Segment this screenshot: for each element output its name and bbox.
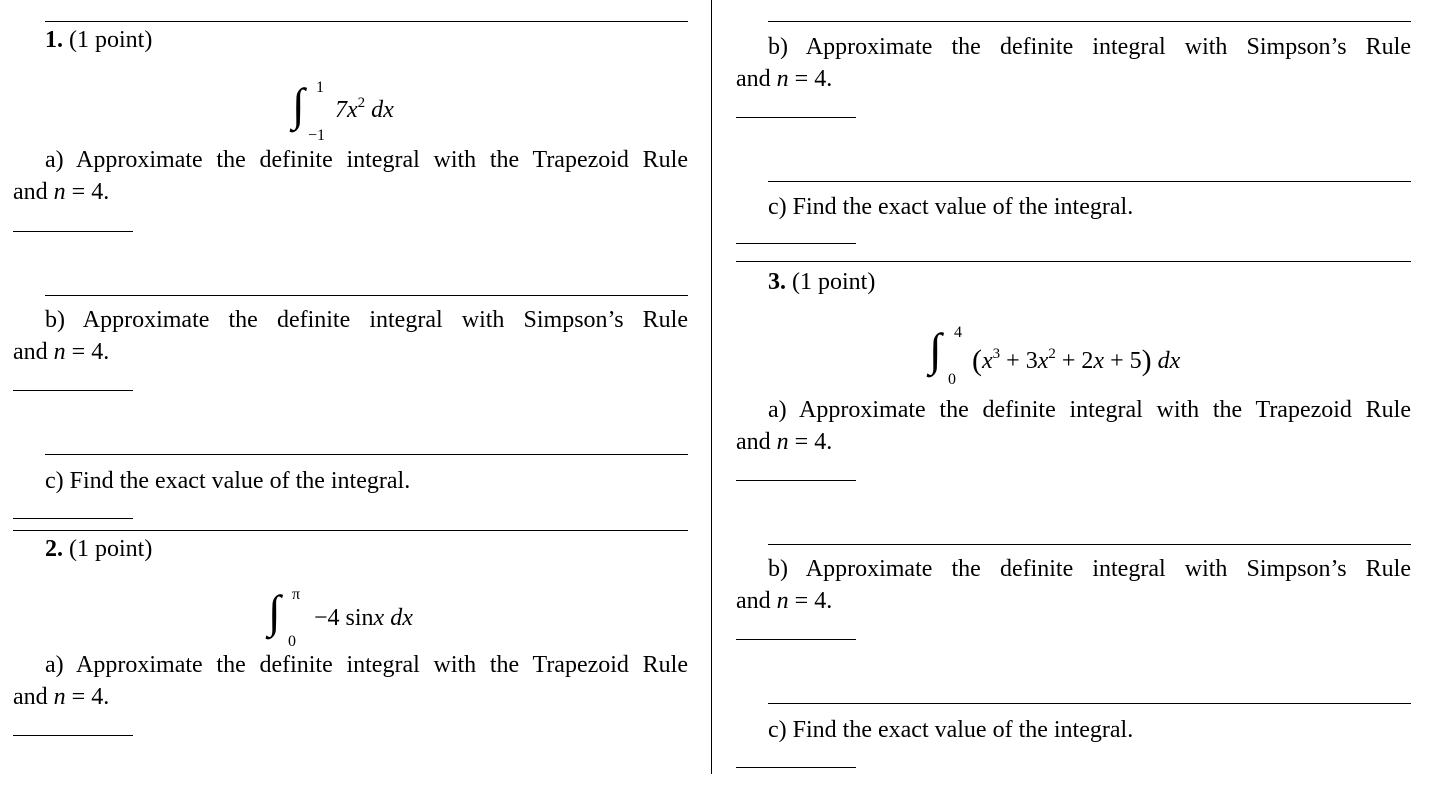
part-separator [768,21,1411,22]
answer-blank-3c[interactable] [736,767,856,768]
problem-2-part-a: a) Approximate the definite integral with the Trapezoid Rule and n = 4. [13,652,688,710]
lower-limit: 0 [288,633,296,650]
answer-blank-1a[interactable] [13,231,133,232]
integrand: $(x^3 + 3x^2 + 2x + 5)$ dx [972,344,1181,377]
integral-sign-icon: ∫ [268,586,281,637]
answer-blank-1c[interactable] [13,518,133,519]
problem-3-part-c: c) Find the exact value of the integral. [768,717,1134,743]
answer-blank-2c[interactable] [736,243,856,244]
problem-3-part-b: b) Approximate the definite integral with Simpson’s Rule and n = 4. [736,556,1411,614]
problem-number: 3. [768,269,786,295]
answer-blank-2b[interactable] [736,117,856,118]
problem-3-part-a: a) Approximate the definite integral with the Trapezoid Rule and n = 4. [736,397,1411,455]
problem-1-header [45,28,152,52]
upper-limit: π [292,586,301,603]
problem-separator [45,21,688,22]
part-separator [45,454,688,455]
left-column [0,0,710,788]
problem-3-header [768,270,875,294]
part-separator [768,544,1411,545]
right-column [714,0,1432,788]
answer-blank-1b[interactable] [13,390,133,391]
lower-limit: −1 [308,127,326,144]
problem-number: 2. [45,536,63,562]
part-separator [768,703,1411,704]
upper-limit: 1 [316,79,324,96]
problem-number: 1. [45,27,63,53]
integral-sign-icon: ∫ [929,324,942,375]
problem-1-part-c: c) Find the exact value of the integral. [45,468,411,494]
part-separator [45,295,688,296]
lower-limit: 0 [948,371,956,388]
problem-2-part-b: b) Approximate the definite integral with Simpson’s Rule and n = 4. [736,34,1411,92]
problem-separator [736,261,1411,262]
problem-points: (1 point) [792,269,876,295]
problem-1-part-b: b) Approximate the definite integral with Simpson’s Rule and n = 4. [13,307,688,365]
integrand: $7x^2$ dx [335,95,394,123]
problem-2-part-c: c) Find the exact value of the integral. [768,194,1134,220]
integral-sign-icon: ∫ [292,79,305,130]
column-divider [711,0,712,774]
integrand: −4 sinx dx [314,605,413,631]
problem-2-header [45,537,152,561]
answer-blank-2a[interactable] [13,735,133,736]
problem-separator [13,530,688,531]
problem-1-part-a: a) Approximate the definite integral with the Trapezoid Rule and n = 4. [13,147,688,205]
upper-limit: 4 [954,324,962,341]
problem-points: (1 point) [69,27,153,53]
answer-blank-3a[interactable] [736,480,856,481]
problem-points: (1 point) [69,536,153,562]
answer-blank-3b[interactable] [736,639,856,640]
part-separator [768,181,1411,182]
